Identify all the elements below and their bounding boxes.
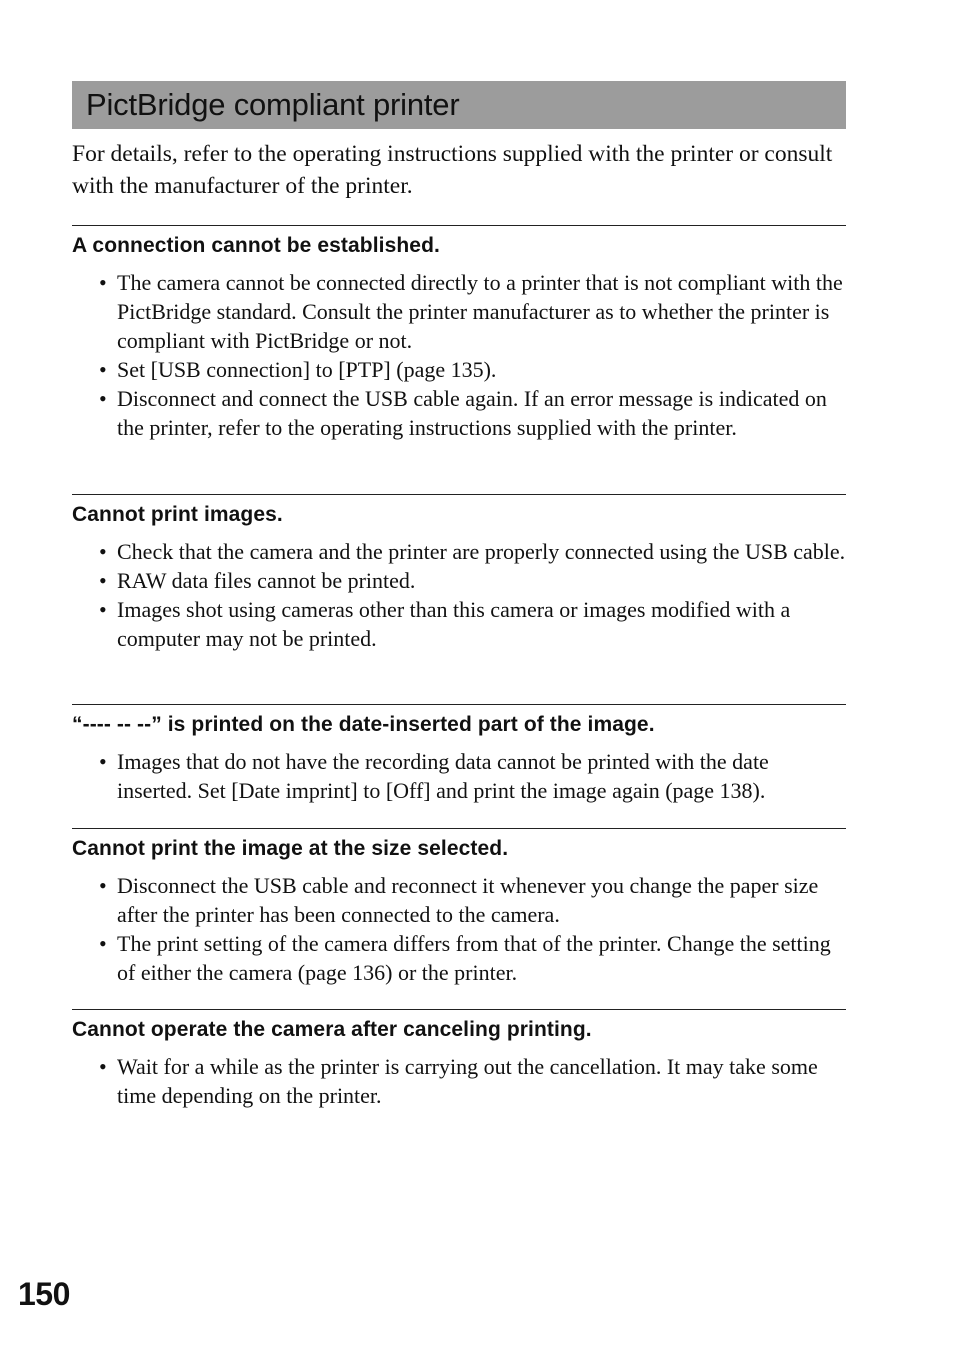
section-heading: Cannot operate the camera after canceling printing. (72, 1018, 592, 1041)
list-item: • Wait for a while as the printer is carrying out the cancellation. It may take some time depending on the printer. (99, 1054, 818, 1108)
page-number: 150 (18, 1276, 70, 1312)
section-size-selected (72, 828, 846, 987)
bullet-icon: • (99, 749, 107, 774)
section-connection (72, 225, 846, 442)
bullet-icon: • (99, 357, 107, 382)
section-heading: Cannot print images. (72, 503, 283, 526)
list-item: • The print setting of the camera differs from that of the printer. Change the setting of either the camera (page 136) or the printer. (99, 931, 831, 985)
list-item: • RAW data files cannot be printed. (99, 568, 416, 593)
list-item: • Images shot using cameras other than this camera or images modified with a computer may not be printed. (99, 597, 791, 651)
bullet-icon: • (99, 597, 107, 622)
section-heading: A connection cannot be established. (72, 234, 440, 257)
section-date-inserted (72, 704, 846, 805)
bullet-icon: • (99, 270, 107, 295)
bullet-icon: • (99, 931, 107, 956)
list-item: • The camera cannot be connected directly to a printer that is not compliant with the PictBridge standard. Consult the printer manufacturer as to whether the printer is compliant with PictBridge or not. (99, 270, 843, 353)
list-item: • Disconnect the USB cable and reconnect it whenever you change the paper size after the printer has been connected to the camera. (99, 873, 819, 927)
section-heading: Cannot print the image at the size selected. (72, 837, 509, 860)
bullet-icon: • (99, 873, 107, 898)
bullet-list (72, 747, 846, 805)
bullet-icon: • (99, 539, 107, 564)
section-cannot-print (72, 494, 846, 653)
bullet-list (72, 537, 846, 653)
bullet-list (72, 1052, 846, 1110)
section-heading: “---- -- --” is printed on the date-inserted part of the image. (72, 713, 655, 736)
list-item: • Check that the camera and the printer are properly connected using the USB cable. (99, 539, 846, 564)
bullet-list (72, 871, 846, 987)
bullet-list (72, 268, 846, 442)
section-cancel-printing (72, 1009, 846, 1110)
bullet-icon: • (99, 386, 107, 411)
bullet-icon: • (99, 1054, 107, 1079)
bullet-icon: • (99, 568, 107, 593)
list-item: • Images that do not have the recording data cannot be printed with the date inserted. Set [Date imprint] to [Off] and print the image again (page 138). (99, 749, 769, 803)
list-item: • Disconnect and connect the USB cable again. If an error message is indicated on the printer, refer to the operating instructions supplied with the printer. (99, 386, 827, 440)
section-title-bar (72, 81, 846, 129)
list-item: • Set [USB connection] to [PTP] (page 135). (99, 357, 497, 382)
section-title: PictBridge compliant printer (86, 87, 460, 122)
intro-paragraph: For details, refer to the operating instructions supplied with the printer or consult with the manufacturer of the printer. (72, 141, 833, 199)
